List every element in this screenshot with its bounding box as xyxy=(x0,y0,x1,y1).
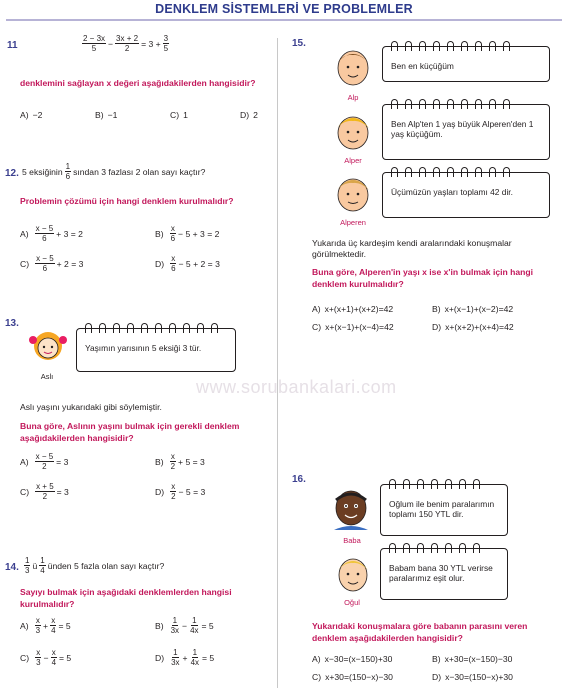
q15-option-c[interactable] xyxy=(312,322,394,332)
q13-prompt: Buna göre, Aslının yaşını bulmak için gerekli denklem aşağıdakilerden hangisidir? xyxy=(20,421,240,443)
q13-option-d[interactable] xyxy=(155,482,205,501)
boy-alperen-avatar-icon xyxy=(330,170,376,218)
q14-option-d-frac-1 xyxy=(170,648,180,667)
q14-option-d-den-1: 3x xyxy=(171,658,180,667)
q11-frac-2-num: 3x + 2 xyxy=(116,34,139,43)
q13-stem: Aslı yaşını yukarıdaki gibi söylemiştir. xyxy=(20,402,162,412)
q13-option-c[interactable] xyxy=(20,482,69,501)
q14-option-a-rest: = 5 xyxy=(58,620,71,631)
q11-number: 11 xyxy=(7,40,18,51)
q12-option-a-num: x − 5 xyxy=(35,224,54,233)
q12-option-a-den: 6 xyxy=(42,234,47,243)
q11-option-c[interactable] xyxy=(170,110,188,120)
notebook-spiral-icon xyxy=(389,479,480,489)
q12-prompt: Problemin çözümü için hangi denklem kurulmalıdır? xyxy=(20,196,234,206)
q14-option-a-label: A) xyxy=(20,620,29,631)
q14-option-d-den-2: 4x xyxy=(190,658,200,667)
q11-frac-3-num: 3 xyxy=(163,34,169,43)
q16-option-a-value: x−30=(x−150)+30 xyxy=(324,654,393,664)
q13-speaker-name: Aslı xyxy=(40,372,54,381)
q12-stem-frac-den: 6 xyxy=(65,172,71,181)
q16-option-a[interactable] xyxy=(312,654,392,664)
q11-option-d-label: D) xyxy=(240,110,250,120)
boy-alper-avatar-icon xyxy=(330,108,376,156)
q11-option-b-label: B) xyxy=(95,110,104,120)
q15-speaker-2-name: Alper xyxy=(344,156,362,165)
q15-bubble-2 xyxy=(382,104,550,160)
q12-stem xyxy=(22,162,205,181)
q14-stem-frac-2-den: 4 xyxy=(40,566,45,575)
q11-frac-2-den: 2 xyxy=(124,44,130,53)
q13-option-b-den: 2 xyxy=(170,462,176,471)
q14-stem-mid: ü xyxy=(32,560,38,571)
q14-option-c[interactable] xyxy=(20,648,71,667)
q14-stem-frac-2 xyxy=(39,556,45,575)
q16-option-c-label: C) xyxy=(312,672,322,682)
q12-option-b-rest: − 5 + 3 = 2 xyxy=(178,228,220,239)
q15-bubble-1-text: Ben en küçüğüm xyxy=(391,61,454,71)
q12-option-b-num: x xyxy=(170,224,175,233)
q13-speech-bubble xyxy=(76,328,236,372)
q12-option-b-den: 6 xyxy=(170,234,176,243)
q13-option-a-rest: = 3 xyxy=(56,456,69,467)
q12-option-d-frac xyxy=(170,254,176,273)
q15-option-c-label: C) xyxy=(312,322,322,332)
q12-option-d-den: 6 xyxy=(171,264,176,273)
q14-option-b-label: B) xyxy=(155,620,164,631)
q13-option-d-rest: − 5 = 3 xyxy=(178,486,206,497)
q12-option-c-den: 6 xyxy=(42,264,48,273)
column-divider xyxy=(277,38,278,688)
q13-option-d-label: D) xyxy=(155,486,165,497)
q12-option-b-frac xyxy=(170,224,176,243)
q13-option-b-num: x xyxy=(170,452,175,461)
q14-number: 14. xyxy=(5,562,19,573)
notebook-spiral-icon xyxy=(391,167,510,177)
q12-option-d-num: x xyxy=(171,254,176,263)
q14-option-c-frac-2 xyxy=(51,648,57,667)
notebook-spiral-icon xyxy=(85,323,218,333)
q15-bubble-1 xyxy=(382,46,550,82)
q12-stem-b: sından 3 fazlası 2 olan sayı kaçtır? xyxy=(73,166,206,177)
page-title: DENKLEM SİSTEMLERİ VE PROBLEMLER xyxy=(155,2,413,16)
q13-option-c-den: 2 xyxy=(42,492,48,501)
q11-frac-1-den: 5 xyxy=(91,44,97,53)
q12-option-b-label: B) xyxy=(155,228,164,239)
q14-stem-b: ünden 5 fazla olan sayı kaçtır? xyxy=(47,560,165,571)
q11-option-b-value: −1 xyxy=(107,110,118,120)
q14-prompt: Sayıyı bulmak için aşağıdaki denklemlerden hangisi kurulmalıdır? xyxy=(20,587,232,609)
q14-option-a-frac-1 xyxy=(35,616,41,635)
q13-option-c-frac xyxy=(35,482,55,501)
father-avatar-icon xyxy=(326,484,376,534)
q14-option-a-num-2: x xyxy=(51,616,56,625)
q11-op: − xyxy=(108,38,114,49)
q13-option-b[interactable] xyxy=(155,452,205,471)
q15-stem: Yukarıda üç kardeşim kendi aralarındaki konuşmalar görülmektedir. xyxy=(312,238,512,259)
q15-option-b-label: B) xyxy=(432,304,441,314)
notebook-spiral-icon xyxy=(391,99,510,109)
q14-option-d-frac-2 xyxy=(190,648,200,667)
q14-option-b-frac-2 xyxy=(189,616,199,635)
q16-option-d-label: D) xyxy=(432,672,442,682)
q13-option-c-rest: = 3 xyxy=(56,486,69,497)
girl-avatar-icon xyxy=(24,328,72,374)
q15-prompt: Buna göre, Alperen'in yaşı x ise x'in bulmak için hangi denklem kurulmalıdır? xyxy=(312,267,534,289)
boy-alp-avatar-icon xyxy=(330,44,376,92)
q14-option-a-frac-2 xyxy=(50,616,56,635)
q14-option-a-den-2: 4 xyxy=(51,626,56,635)
q14-option-b-num-2: 1 xyxy=(192,616,197,625)
watermark-text: www.sorubankalari.com xyxy=(196,377,397,397)
q15-option-d[interactable] xyxy=(432,322,514,332)
q14-option-b-rest: = 5 xyxy=(201,620,214,631)
q16-option-d-value: x−30=(150−x)+30 xyxy=(445,672,513,682)
q11-prompt: denklemini sağlayan x değeri aşağıdakilerden hangisidir? xyxy=(20,78,256,88)
q12-stem-frac xyxy=(65,162,71,181)
q15-number: 15. xyxy=(292,38,306,49)
notebook-spiral-icon xyxy=(391,41,510,51)
q11-frac-1-num: 2 − 3x xyxy=(83,34,106,43)
q16-bubble-2 xyxy=(380,548,508,600)
q13-option-b-frac xyxy=(170,452,176,471)
q15-option-d-label: D) xyxy=(432,322,442,332)
q12-option-c-rest: + 2 = 3 xyxy=(56,258,84,269)
q12-option-a-rest: + 3 = 2 xyxy=(56,228,83,239)
q14-option-d-num-2: 1 xyxy=(192,648,198,657)
q12-option-c-label: C) xyxy=(20,258,30,269)
q11-frac-1 xyxy=(82,34,106,53)
q11-option-d-value: 2 xyxy=(253,110,258,120)
q16-bubble-2-text: Babam bana 30 YTL verirse paralarımız eşit olur. xyxy=(389,563,493,583)
q14-stem-frac-1 xyxy=(24,556,30,575)
q16-prompt: Yukarıdaki konuşmalara göre babanın parasını veren denklem aşağıdakilerden hangisidir? xyxy=(312,621,528,643)
q12-option-d-rest: − 5 + 2 = 3 xyxy=(178,258,220,269)
q14-option-d[interactable] xyxy=(155,648,214,667)
q14-option-b[interactable] xyxy=(155,616,214,635)
q11-option-b[interactable] xyxy=(95,110,117,120)
q11-option-d[interactable] xyxy=(240,110,258,120)
q12-option-a-label: A) xyxy=(20,228,29,239)
q14-option-c-den-1: 3 xyxy=(36,658,41,667)
q14-option-b-den-2: 4x xyxy=(190,626,199,635)
q14-stem-frac-1-den: 3 xyxy=(25,566,30,575)
q15-speaker-3-name: Alperen xyxy=(340,218,366,227)
q13-option-d-den: 2 xyxy=(171,492,176,501)
q16-option-a-label: A) xyxy=(312,654,321,664)
q16-speaker-1-name: Baba xyxy=(343,536,361,545)
q16-speaker-2-name: Oğul xyxy=(344,598,360,607)
q16-option-b[interactable] xyxy=(432,654,512,664)
q14-option-c-label: C) xyxy=(20,652,30,663)
q13-option-a[interactable] xyxy=(20,452,68,471)
q12-option-d-label: D) xyxy=(155,258,165,269)
q15-option-b[interactable] xyxy=(432,304,513,314)
q13-option-a-den: 2 xyxy=(42,462,47,471)
q11-frac-3 xyxy=(163,34,169,53)
q14-option-c-num-2: x xyxy=(51,648,56,657)
q14-option-b-num-1: 1 xyxy=(172,616,178,625)
q13-option-d-num: x xyxy=(171,482,176,491)
q15-option-c-value: x+(x−1)+(x−4)=42 xyxy=(325,322,394,332)
q14-option-c-frac-1 xyxy=(35,648,41,667)
q12-option-c-frac xyxy=(35,254,55,273)
son-avatar-icon xyxy=(330,550,376,598)
q15-bubble-3 xyxy=(382,172,550,218)
q14-option-a[interactable] xyxy=(20,616,71,635)
q14-option-d-label: D) xyxy=(155,652,165,663)
q14-stem-frac-1-num: 1 xyxy=(25,556,30,565)
q14-option-b-op: − xyxy=(182,620,188,631)
q13-bubble-text: Yaşımın yarısının 5 eksiği 3 tür. xyxy=(85,343,202,353)
q16-number: 16. xyxy=(292,474,306,485)
q11-option-a[interactable] xyxy=(20,110,42,120)
q16-option-c[interactable] xyxy=(312,672,393,682)
q13-option-a-num: x − 5 xyxy=(35,452,54,461)
q11-frac-2 xyxy=(115,34,139,53)
q14-option-d-op: + xyxy=(182,652,188,663)
q11-option-a-value: −2 xyxy=(32,110,43,120)
q13-number: 13. xyxy=(5,318,19,329)
q16-option-d[interactable] xyxy=(432,672,513,682)
q14-option-d-num-1: 1 xyxy=(173,648,178,657)
q16-option-b-value: x+30=(x−150)−30 xyxy=(444,654,513,664)
q13-option-c-label: C) xyxy=(20,486,30,497)
q12-stem-frac-num: 1 xyxy=(65,162,71,171)
q15-option-a[interactable] xyxy=(312,304,393,314)
q14-option-d-rest: = 5 xyxy=(202,652,215,663)
q16-bubble-1 xyxy=(380,484,508,536)
q15-bubble-2-text: Ben Alp'ten 1 yaş büyük Alperen'den 1 yaş küçüğüm. xyxy=(391,119,534,139)
q13-option-b-label: B) xyxy=(155,456,164,467)
q15-option-a-label: A) xyxy=(312,304,321,314)
q14-option-b-frac-1 xyxy=(170,616,180,635)
q15-option-b-value: x+(x−1)+(x−2)=42 xyxy=(444,304,514,314)
q11-option-c-value: 1 xyxy=(183,110,188,120)
q12-option-c-num: x − 5 xyxy=(36,254,54,263)
notebook-spiral-icon xyxy=(389,543,480,553)
q13-option-a-label: A) xyxy=(20,456,29,467)
q11-frac-3-den: 5 xyxy=(163,44,169,53)
q14-stem-frac-2-num: 1 xyxy=(40,556,45,565)
q12-option-a[interactable] xyxy=(20,224,83,243)
q13-option-a-frac xyxy=(35,452,55,471)
title-rule xyxy=(6,19,562,21)
q12-option-b[interactable] xyxy=(155,224,219,243)
q14-option-c-rest: = 5 xyxy=(59,652,72,663)
q14-option-a-den-1: 3 xyxy=(35,626,41,635)
q12-number: 12. xyxy=(5,168,19,179)
q14-option-a-num-1: x xyxy=(35,616,40,625)
q15-option-d-value: x+(x+2)+(x+4)=42 xyxy=(445,322,514,332)
q16-option-b-label: B) xyxy=(432,654,441,664)
q15-option-a-value: x+(x+1)+(x+2)=42 xyxy=(324,304,394,314)
q16-option-c-value: x+30=(150−x)−30 xyxy=(325,672,393,682)
q13-option-d-frac xyxy=(170,482,176,501)
q14-option-b-den-1: 3x xyxy=(170,626,180,635)
q12-option-c[interactable] xyxy=(20,254,83,273)
q11-option-a-label: A) xyxy=(20,110,29,120)
q11-equation xyxy=(80,34,171,53)
q12-option-d[interactable] xyxy=(155,254,220,273)
q11-rhs: = 3 + xyxy=(141,38,161,49)
q15-bubble-3-text: Üçümüzün yaşları toplamı 42 dir. xyxy=(391,187,513,197)
q12-stem-a: 5 eksiğinin xyxy=(22,166,63,177)
q16-bubble-1-text: Oğlum ile benim paralarımın toplamı 150 YTL dir. xyxy=(389,499,495,519)
q14-option-c-den-2: 4 xyxy=(51,658,57,667)
q13-option-c-num: x + 5 xyxy=(36,482,54,491)
q15-speaker-1-name: Alp xyxy=(347,93,359,102)
q14-option-c-num-1: x xyxy=(36,648,41,657)
q11-option-c-label: C) xyxy=(170,110,180,120)
q14-stem xyxy=(22,556,164,575)
q12-option-a-frac xyxy=(35,224,55,243)
q14-option-a-op: + xyxy=(43,620,49,631)
q13-option-b-rest: + 5 = 3 xyxy=(178,456,205,467)
q14-option-c-op: − xyxy=(43,652,49,663)
